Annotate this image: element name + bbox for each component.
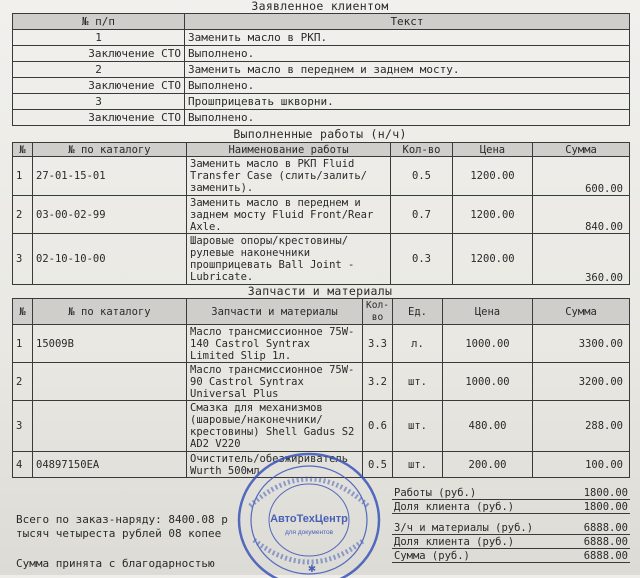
parts-cell: 3.3 xyxy=(363,325,393,363)
parts-cell: 3 xyxy=(13,401,33,452)
totals-block xyxy=(392,486,630,563)
parts-cell: шт. xyxy=(393,452,443,478)
works-cell: 1 xyxy=(13,157,33,196)
claim-title: Заявленное клиентом xyxy=(251,0,389,13)
works-cell: 03-00-02-99 xyxy=(33,196,187,234)
totals-label: Работы (руб.) xyxy=(392,486,542,500)
works-cell: 600.00 xyxy=(533,157,630,196)
parts-cell xyxy=(33,401,187,452)
parts-cell: Очиститель/обезжириватель Wurth 500мл xyxy=(187,452,363,478)
claim-cell: Заключение СТО xyxy=(13,46,185,62)
order-total-words: тысяч четыреста рублей 08 копее xyxy=(16,527,222,540)
parts-cell: шт. xyxy=(393,401,443,452)
totals-label: З/ч и материалы (руб.) xyxy=(392,514,542,535)
works-cell: 0.7 xyxy=(391,196,453,234)
stamp-sub: для документов xyxy=(284,529,334,536)
claim-cell: Заменить масло в РКП. xyxy=(185,30,630,46)
claim-cell: Выполнено. xyxy=(185,110,630,126)
works-cell: Заменить масло в переднем и заднем мосту Fluid Front/Rear Axle. xyxy=(187,196,391,234)
parts-header: Кол-во xyxy=(363,299,393,325)
works-header: Цена xyxy=(453,143,533,157)
parts-cell xyxy=(33,363,187,401)
works-header: № по каталогу xyxy=(33,143,187,157)
parts-cell: 1 xyxy=(13,325,33,363)
parts-cell: 1000.00 xyxy=(443,325,533,363)
claim-cell: Выполнено. xyxy=(185,46,630,62)
parts-cell: Масло трансмиссионное 75W-90 Castrol Syntrax Universal Plus xyxy=(187,363,363,401)
works-cell: 3 xyxy=(13,234,33,285)
parts-header: Запчасти и материалы xyxy=(187,299,363,325)
totals-label: Доля клиента (руб.) xyxy=(392,535,542,549)
claim-header-num: № п/п xyxy=(13,14,185,30)
parts-header: Сумма xyxy=(533,299,630,325)
works-cell: 1200.00 xyxy=(453,234,533,285)
parts-cell: шт. xyxy=(393,363,443,401)
totals-value: 6888.00 xyxy=(542,549,630,563)
works-header: № xyxy=(13,143,33,157)
works-title: Выполненные работы (н/ч) xyxy=(233,127,407,141)
parts-cell: 04897150EA xyxy=(33,452,187,478)
stamp-star-icon: ✱ xyxy=(307,564,317,575)
parts-cell: 480.00 xyxy=(443,401,533,452)
works-cell: 27-01-15-01 xyxy=(33,157,187,196)
works-cell: 360.00 xyxy=(533,234,630,285)
parts-header: Цена xyxy=(443,299,533,325)
parts-cell: 288.00 xyxy=(533,401,630,452)
totals-label: Доля клиента (руб.) xyxy=(392,500,542,514)
parts-cell: 3300.00 xyxy=(533,325,630,363)
parts-cell: 3200.00 xyxy=(533,363,630,401)
parts-cell: Масло трансмиссионное 75W-140 Castrol Syntrax Limited Slip 1л. xyxy=(187,325,363,363)
works-cell: 1200.00 xyxy=(453,196,533,234)
parts-title: Запчасти и материалы xyxy=(247,284,393,298)
stamp-name: АвтоТехЦентр xyxy=(270,513,348,525)
totals-value: 1800.00 xyxy=(542,486,630,500)
claim-cell: Выполнено. xyxy=(185,78,630,94)
parts-cell: 3.2 xyxy=(363,363,393,401)
parts-header: Ед. xyxy=(393,299,443,325)
parts-cell: 100.00 xyxy=(533,452,630,478)
parts-cell: л. xyxy=(393,325,443,363)
parts-cell: Смазка для механизмов (шаровые/наконечники/крестовины) Shell Gadus S2 AD2 V220 xyxy=(187,401,363,452)
claim-cell: 3 xyxy=(13,94,185,110)
works-table xyxy=(12,142,630,285)
parts-header: № по каталогу xyxy=(33,299,187,325)
parts-header: № xyxy=(13,299,33,325)
works-cell: Заменить масло в РКП Fluid Transfer Case (слить/залить/заменить). xyxy=(187,157,391,196)
order-total-text: Всего по заказ-наряду: 8400.08 р xyxy=(16,513,228,526)
company-stamp xyxy=(232,448,386,578)
works-cell: 0.5 xyxy=(391,157,453,196)
works-header: Наименование работы xyxy=(187,143,391,157)
claim-cell: Заключение СТО xyxy=(13,110,185,126)
claim-cell: Заменить масло в переднем и заднем мосту. xyxy=(185,62,630,78)
works-cell: 840.00 xyxy=(533,196,630,234)
works-cell: 2 xyxy=(13,196,33,234)
claim-header-text: Текст xyxy=(185,14,630,30)
totals-value: 6888.00 xyxy=(542,514,630,535)
claim-cell: 1 xyxy=(13,30,185,46)
totals-label: Сумма (руб.) xyxy=(392,549,542,563)
claim-cell: Прошприцевать шкворни. xyxy=(185,94,630,110)
parts-cell: 4 xyxy=(13,452,33,478)
works-cell: 0.3 xyxy=(391,234,453,285)
works-header: Кол-во xyxy=(391,143,453,157)
parts-cell: 2 xyxy=(13,363,33,401)
parts-cell: 1000.00 xyxy=(443,363,533,401)
parts-cell: 0.6 xyxy=(363,401,393,452)
works-cell: Шаровые опоры/крестовины/рулевые наконечники прошприцевать Ball Joint - Lubricate. xyxy=(187,234,391,285)
claim-cell: 2 xyxy=(13,62,185,78)
totals-value: 1800.00 xyxy=(542,500,630,514)
parts-cell: 200.00 xyxy=(443,452,533,478)
works-header: Сумма xyxy=(533,143,630,157)
claim-table xyxy=(12,13,630,126)
claim-cell: Заключение СТО xyxy=(13,78,185,94)
works-cell: 1200.00 xyxy=(453,157,533,196)
totals-value: 6888.00 xyxy=(542,535,630,549)
parts-cell: 15009B xyxy=(33,325,187,363)
payment-received-text: Сумма принята с благодарностью xyxy=(16,557,215,570)
works-cell: 02-10-10-00 xyxy=(33,234,187,285)
parts-cell: 0.5 xyxy=(363,452,393,478)
